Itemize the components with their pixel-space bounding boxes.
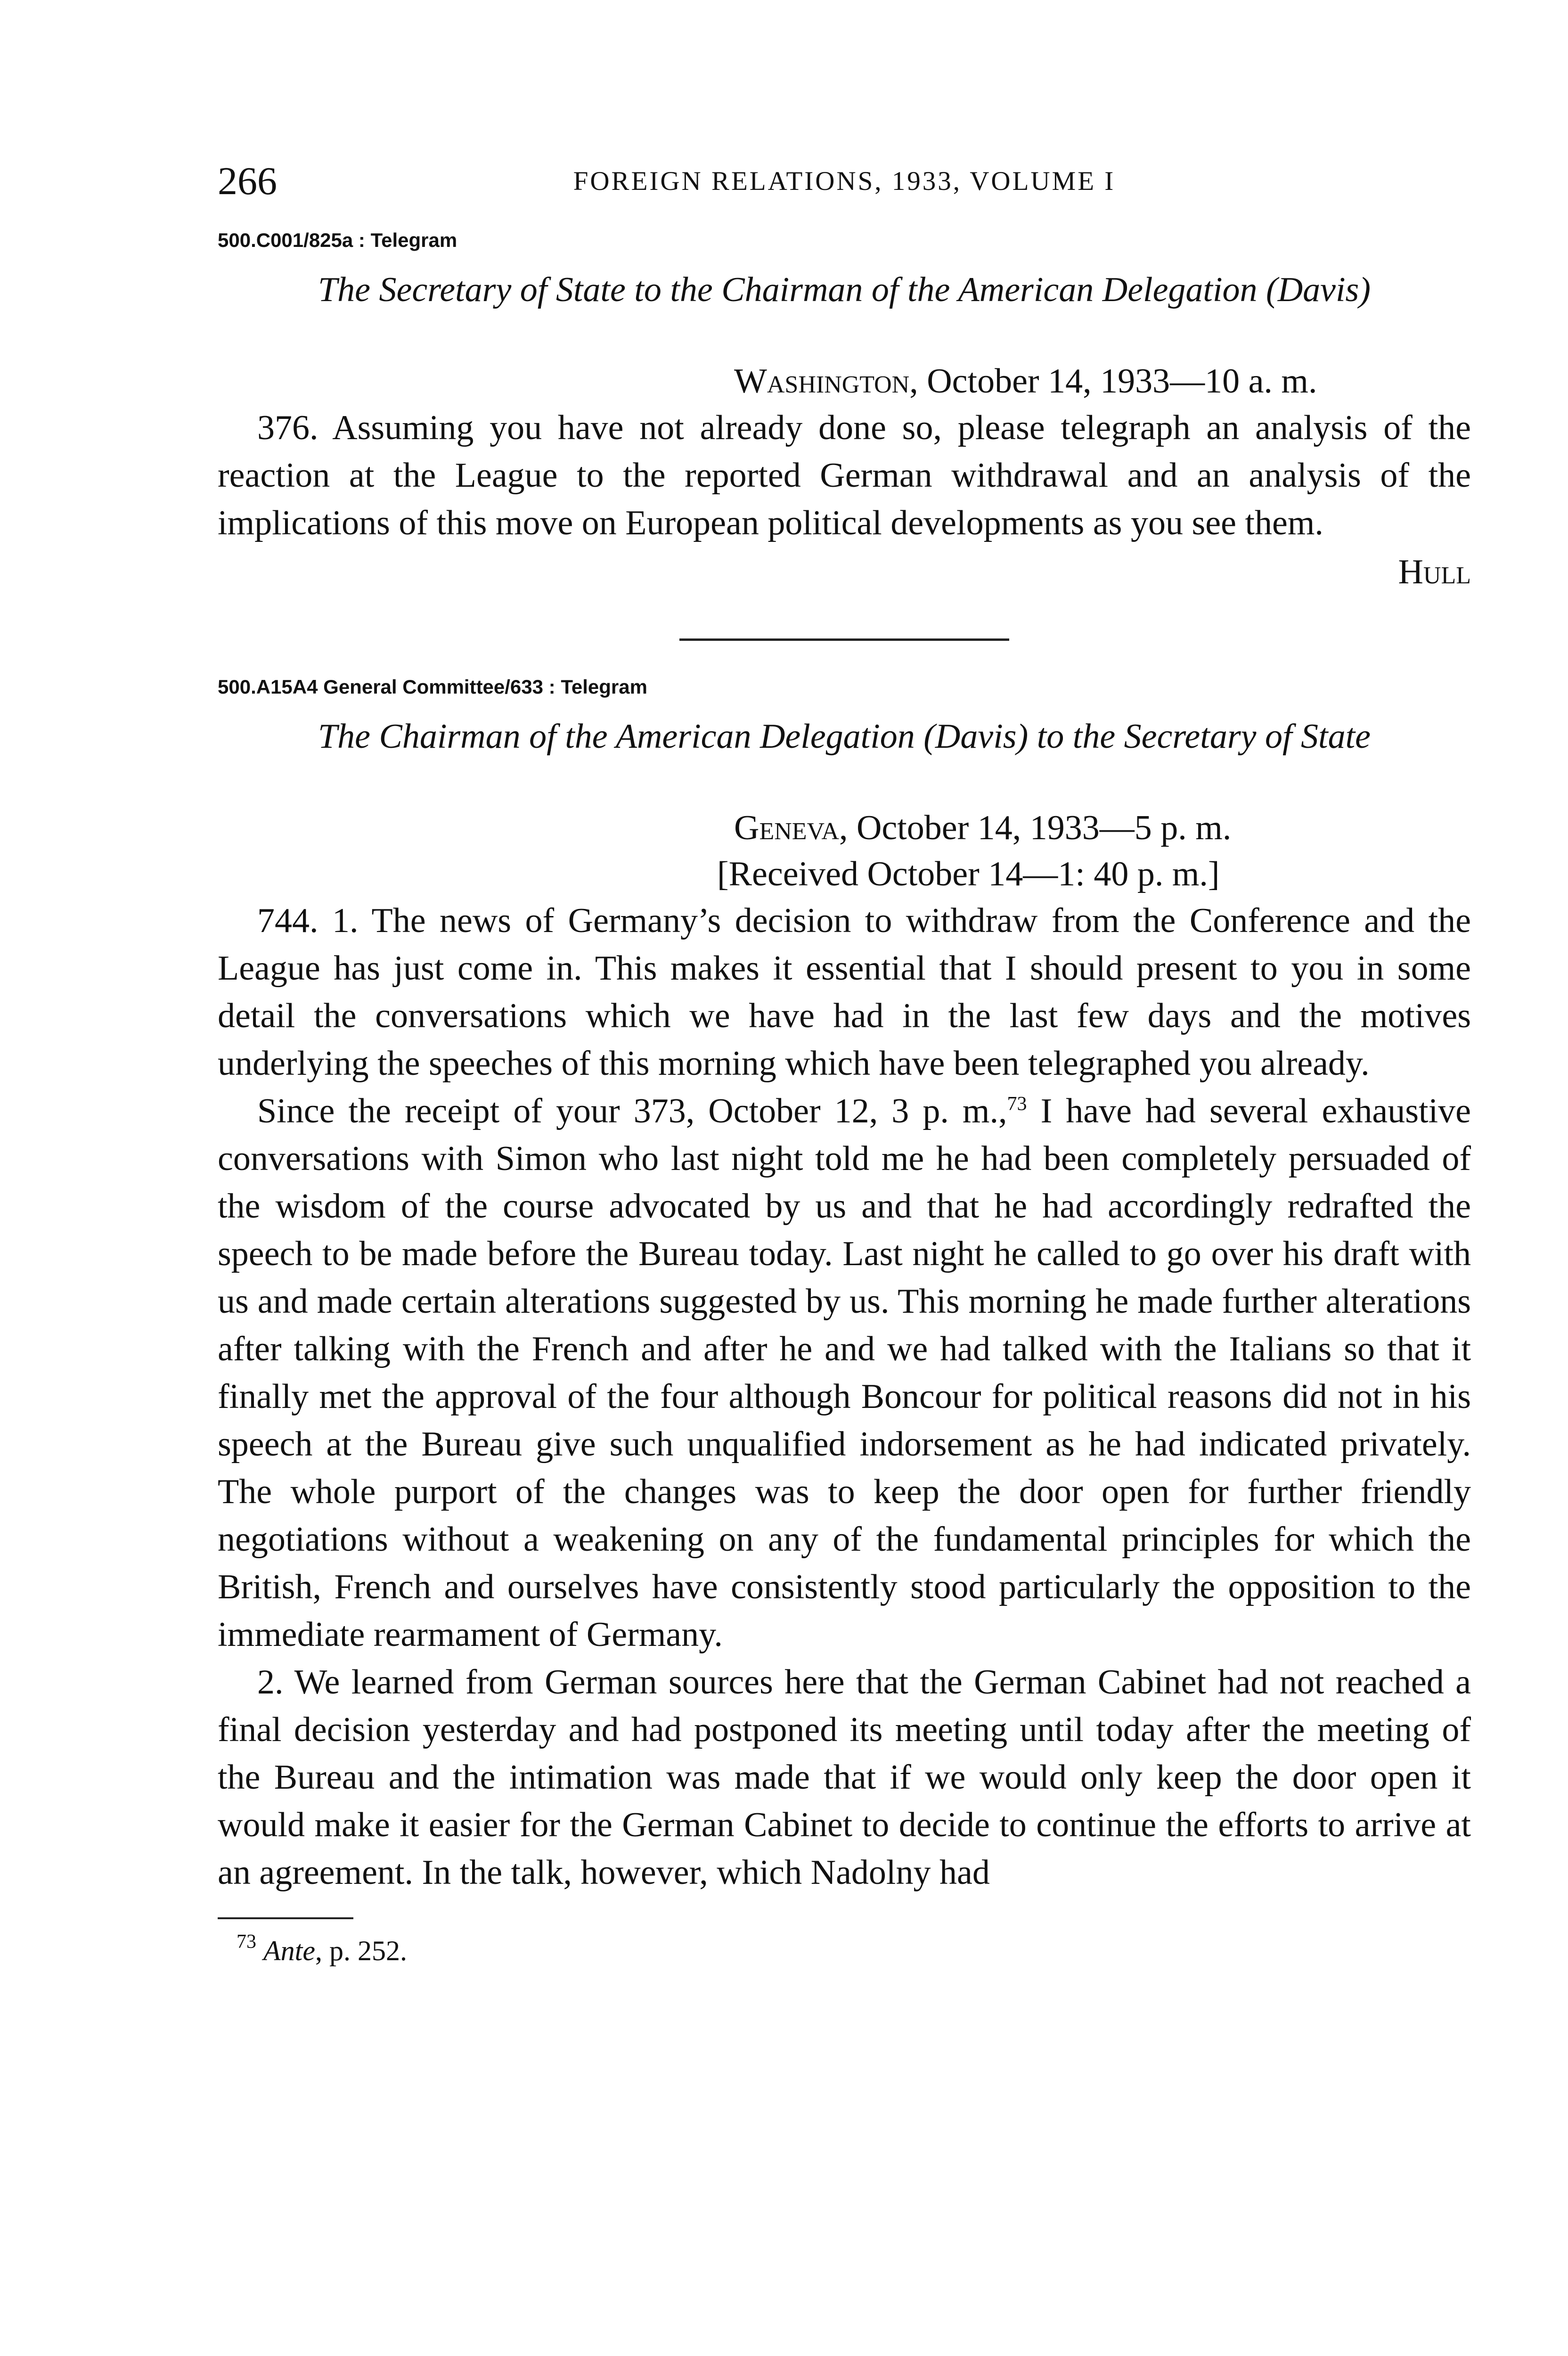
footnote-reference: 73 — [1007, 1093, 1027, 1115]
document-title: The Chairman of the American Delegation (Davis) to the Secretary of State — [318, 717, 1371, 756]
footnote-page: , p. 252. — [315, 1935, 407, 1966]
section-divider — [679, 638, 1009, 641]
received-note: [Received October 14—1: 40 p. m.] — [717, 855, 1220, 893]
paragraph-text: I have had several exhaustive conversations with Simon who last night told me he had been completely persuaded of the wisdom of the course advocated by us and that he had accordingly redrafted the speech to be made before the Bureau today. Last night he called to go over his draft with us and made certain alterations suggested by us. This morning he made further alterations after talking with the French and after he and we had talked with the Italians so that it finally met the approval of the four although Boncour for political reasons did not in his speech at the Bureau give such unqualified indorsement as he had indicated privately. The whole purport of the changes was to keep the door open for further friendly negotiations without a weakening on any of the fundamental principles for which the British, French and ourselves have consistently stood particularly the opposition to the immediate rearmament of Germany. — [218, 1092, 1471, 1654]
page-number: 266 — [218, 159, 277, 203]
footnote — [237, 1930, 1471, 1972]
paragraph-lead: Since the receipt of your 373, October 12, 3 p. m., — [257, 1092, 1007, 1130]
running-title: FOREIGN RELATIONS, 1933, VOLUME I — [573, 166, 1116, 196]
page-body — [218, 226, 1471, 1972]
file-reference: 500.C001/825a : Telegram — [218, 229, 457, 251]
dateline-date: , October 14, 1933—10 a. m. — [909, 362, 1317, 401]
dateline-date: , October 14, 1933—5 p. m. — [839, 809, 1232, 847]
file-reference: 500.A15A4 General Committee/633 : Telegram — [218, 676, 647, 698]
footnote-source: Ante — [263, 1935, 315, 1966]
dateline-place: Geneva — [734, 809, 839, 847]
page-header — [218, 155, 1471, 207]
document-title: The Secretary of State to the Chairman of the American Delegation (Davis) — [318, 270, 1371, 309]
dateline — [218, 805, 1471, 851]
dateline-place: Washington — [734, 362, 910, 401]
dateline — [218, 358, 1471, 404]
paragraph: 744. 1. The news of Germany’s decision to withdraw from the Conference and the League has just come in. This makes it essential that I should present to you in some detail the conversations which we have had in the last few days and the motives underlying the speeches of this morning which have been telegraphed you already. — [218, 901, 1471, 1083]
paragraph — [218, 1088, 1471, 1659]
signature: Hull — [1398, 553, 1471, 591]
paragraph: 376. Assuming you have not already done so, please telegraph an analysis of the reaction at the League to the reported German withdrawal and an analysis of the implications of this move on European political developments as you see them. — [218, 409, 1471, 542]
paragraph: 2. We learned from German sources here that the German Cabinet had not reached a final decision yesterday and had postponed its meeting until today after the meeting of the Bureau and the intimation was made that if we would only keep the door open it would make it easier for the German Cabinet to decide to continue the efforts to arrive at an agreement. In the talk, however, which Nadolny had — [218, 1663, 1471, 1892]
footnote-number: 73 — [237, 1931, 256, 1953]
footnote-rule — [218, 1917, 353, 1919]
